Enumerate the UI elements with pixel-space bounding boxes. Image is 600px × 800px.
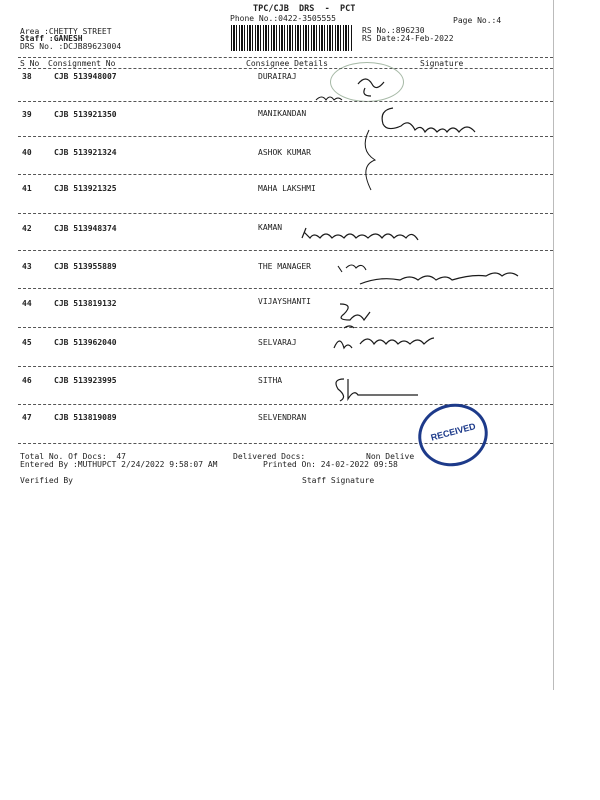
- table-row: [0, 376, 600, 414]
- col-signature: Signature: [420, 59, 464, 68]
- col-sno: S No: [20, 59, 40, 68]
- page-edge-line: [553, 0, 554, 690]
- handwritten-signature: [330, 375, 420, 403]
- page-number: Page No.:4: [453, 16, 502, 25]
- row-consignment: CJB 513921324: [54, 148, 117, 157]
- header-divider-bottom: [18, 68, 553, 69]
- table-row: [0, 338, 600, 376]
- rs-number: RS No.:896230: [362, 26, 425, 35]
- row-sno: 41: [22, 184, 32, 193]
- row-divider: [18, 327, 553, 328]
- row-sno: 38: [22, 72, 32, 81]
- row-consignment: CJB 513921325: [54, 184, 117, 193]
- col-consignee: Consignee Details: [246, 59, 328, 68]
- row-consignee: MAHA LAKSHMI: [258, 184, 316, 193]
- row-sno: 45: [22, 338, 32, 347]
- total-docs: Total No. Of Docs: 47: [20, 452, 126, 461]
- row-consignee: DURAIRAJ: [258, 72, 297, 81]
- header-divider: [18, 57, 553, 58]
- row-consignment: CJB 513923995: [54, 376, 117, 385]
- area-label: Area :CHETTY STREET: [20, 27, 112, 36]
- table-row: [0, 413, 600, 451]
- table-row: [0, 110, 600, 148]
- row-consignment: CJB 513819132: [54, 299, 117, 308]
- row-sno: 44: [22, 299, 32, 308]
- handwritten-signature: [330, 330, 450, 358]
- staff-label: Staff :GANESH: [20, 34, 83, 43]
- row-sno: 42: [22, 224, 32, 233]
- barcode: [231, 25, 353, 51]
- row-sno: 47: [22, 413, 32, 422]
- row-sno: 46: [22, 376, 32, 385]
- handwritten-signature: [375, 100, 505, 140]
- col-consignment: Consignment No: [48, 59, 116, 68]
- row-divider: [18, 366, 553, 367]
- staff-signature-label: Staff Signature: [302, 476, 375, 485]
- row-consignee: MANIKANDAN: [258, 109, 307, 118]
- row-sno: 39: [22, 110, 32, 119]
- row-consignee: SELVENDRAN: [258, 413, 307, 422]
- table-row: [0, 184, 600, 222]
- row-consignment: CJB 513921350: [54, 110, 117, 119]
- entered-by: Entered By :MUTHUPCT 2/24/2022 9:58:07 AM: [20, 460, 218, 469]
- delivered-docs: Delivered Docs:: [233, 452, 306, 461]
- phone-number: Phone No.:0422-3505555: [230, 14, 336, 23]
- handwritten-signature: [355, 128, 385, 208]
- row-consignment: CJB 513819089: [54, 413, 117, 422]
- table-row: [0, 148, 600, 186]
- handwritten-signature: [330, 258, 600, 294]
- row-divider: [18, 213, 553, 214]
- row-consignee: KAMAN: [258, 223, 283, 232]
- verified-by: Verified By: [20, 476, 73, 485]
- row-sno: 43: [22, 262, 32, 271]
- row-consignment: CJB 513955889: [54, 262, 117, 271]
- row-consignee: SITHA: [258, 376, 283, 385]
- handwritten-signature: [330, 300, 390, 332]
- row-sno: 40: [22, 148, 32, 157]
- printed-on: Printed On: 24-02-2022 09:58: [263, 460, 398, 469]
- row-consignee: VIJAYSHANTI: [258, 297, 311, 306]
- row-divider: [18, 250, 553, 251]
- row-consignment: CJB 513962040: [54, 338, 117, 347]
- table-row: [0, 299, 600, 337]
- row-consignee: SELVARAJ: [258, 338, 297, 347]
- handwritten-signature: [298, 218, 458, 248]
- stamp-text: RECEIVED: [429, 421, 477, 443]
- drs-number: DRS No. :DCJB89623004: [20, 42, 122, 51]
- rs-date: RS Date:24-Feb-2022: [362, 34, 454, 43]
- row-consignment: CJB 513948007: [54, 72, 117, 81]
- row-divider: [18, 404, 553, 405]
- row-divider: [18, 174, 553, 175]
- row-consignee: THE MANAGER: [258, 262, 311, 271]
- row-consignee: ASHOK KUMAR: [258, 148, 311, 157]
- sheet-title: TPC/CJB DRS - PCT: [253, 4, 356, 14]
- row-consignment: CJB 513948374: [54, 224, 117, 233]
- table-row: [0, 72, 600, 110]
- non-delivered-docs: Non Delive: [366, 452, 415, 461]
